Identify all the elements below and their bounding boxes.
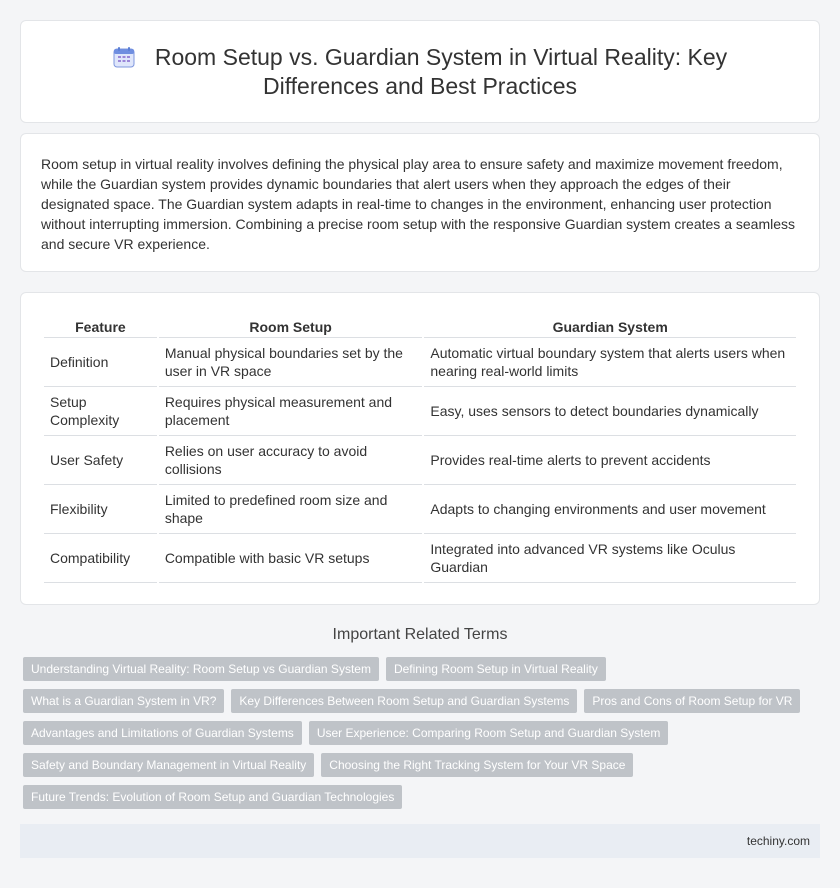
related-term-tag[interactable]: Future Trends: Evolution of Room Setup and Guardian Technologies bbox=[23, 785, 402, 809]
table-cell-room-setup: Relies on user accuracy to avoid collisions bbox=[159, 436, 423, 485]
related-terms-heading: Important Related Terms bbox=[332, 626, 508, 643]
table-cell-guardian-system: Adapts to changing environments and user movement bbox=[424, 485, 796, 534]
table-row bbox=[44, 485, 796, 534]
related-term-tag[interactable]: User Experience: Comparing Room Setup and Guardian System bbox=[309, 721, 669, 745]
related-terms-list bbox=[23, 657, 813, 809]
comparison-table bbox=[42, 314, 798, 583]
table-cell-guardian-system: Integrated into advanced VR systems like Oculus Guardian bbox=[424, 534, 796, 583]
related-term-tag[interactable]: Safety and Boundary Management in Virtual Reality bbox=[23, 753, 314, 777]
page-title-wrap bbox=[21, 43, 819, 101]
intro-paragraph: Room setup in virtual reality involves defining the physical play area to ensure safety and maximize movement freedom, while the Guardian system provides dynamic boundaries that alert users when they approach the edges of their designated space. The Guardian system adapts in real-time to changes in the environment, enhancing user protection without interrupting immersion. Combining a precise room setup with the responsive Guardian system creates a seamless and secure VR experience. bbox=[41, 156, 796, 252]
intro-card bbox=[20, 133, 820, 272]
related-term-tag[interactable]: Advantages and Limitations of Guardian Systems bbox=[23, 721, 302, 745]
comparison-table-card bbox=[20, 292, 820, 605]
table-cell-room-setup: Manual physical boundaries set by the user in VR space bbox=[159, 338, 423, 387]
table-row bbox=[44, 534, 796, 583]
column-header-guardian-system: Guardian System bbox=[424, 314, 796, 338]
table-cell-feature: User Safety bbox=[44, 436, 157, 485]
related-term-tag[interactable]: What is a Guardian System in VR? bbox=[23, 689, 224, 713]
table-header-row bbox=[44, 314, 796, 338]
table-row bbox=[44, 436, 796, 485]
table-cell-room-setup: Compatible with basic VR setups bbox=[159, 534, 423, 583]
page-title: Room Setup vs. Guardian System in Virtual Reality: Key Differences and Best Practices bbox=[154, 44, 728, 99]
table-row bbox=[44, 387, 796, 436]
related-term-tag[interactable]: Key Differences Between Room Setup and Guardian Systems bbox=[231, 689, 577, 713]
table-cell-feature: Compatibility bbox=[44, 534, 157, 583]
table-cell-guardian-system: Provides real-time alerts to prevent accidents bbox=[424, 436, 796, 485]
related-term-tag[interactable]: Choosing the Right Tracking System for Your VR Space bbox=[321, 753, 633, 777]
table-cell-feature: Setup Complexity bbox=[44, 387, 157, 436]
table-cell-guardian-system: Automatic virtual boundary system that alerts users when nearing real-world limits bbox=[424, 338, 796, 387]
footer-site-link[interactable]: techiny.com bbox=[746, 834, 810, 848]
table-cell-room-setup: Limited to predefined room size and shape bbox=[159, 485, 423, 534]
table-cell-feature: Definition bbox=[44, 338, 157, 387]
table-row bbox=[44, 338, 796, 387]
table-cell-room-setup: Requires physical measurement and placement bbox=[159, 387, 423, 436]
related-term-tag[interactable]: Pros and Cons of Room Setup for VR bbox=[584, 689, 800, 713]
footer-bar bbox=[20, 824, 820, 858]
table-cell-feature: Flexibility bbox=[44, 485, 157, 534]
related-term-tag[interactable]: Defining Room Setup in Virtual Reality bbox=[386, 657, 606, 681]
calendar-icon bbox=[113, 46, 135, 68]
table-cell-guardian-system: Easy, uses sensors to detect boundaries dynamically bbox=[424, 387, 796, 436]
column-header-feature: Feature bbox=[44, 314, 157, 338]
related-term-tag[interactable]: Understanding Virtual Reality: Room Setup vs Guardian System bbox=[23, 657, 379, 681]
title-card bbox=[20, 20, 820, 123]
column-header-room-setup: Room Setup bbox=[159, 314, 423, 338]
